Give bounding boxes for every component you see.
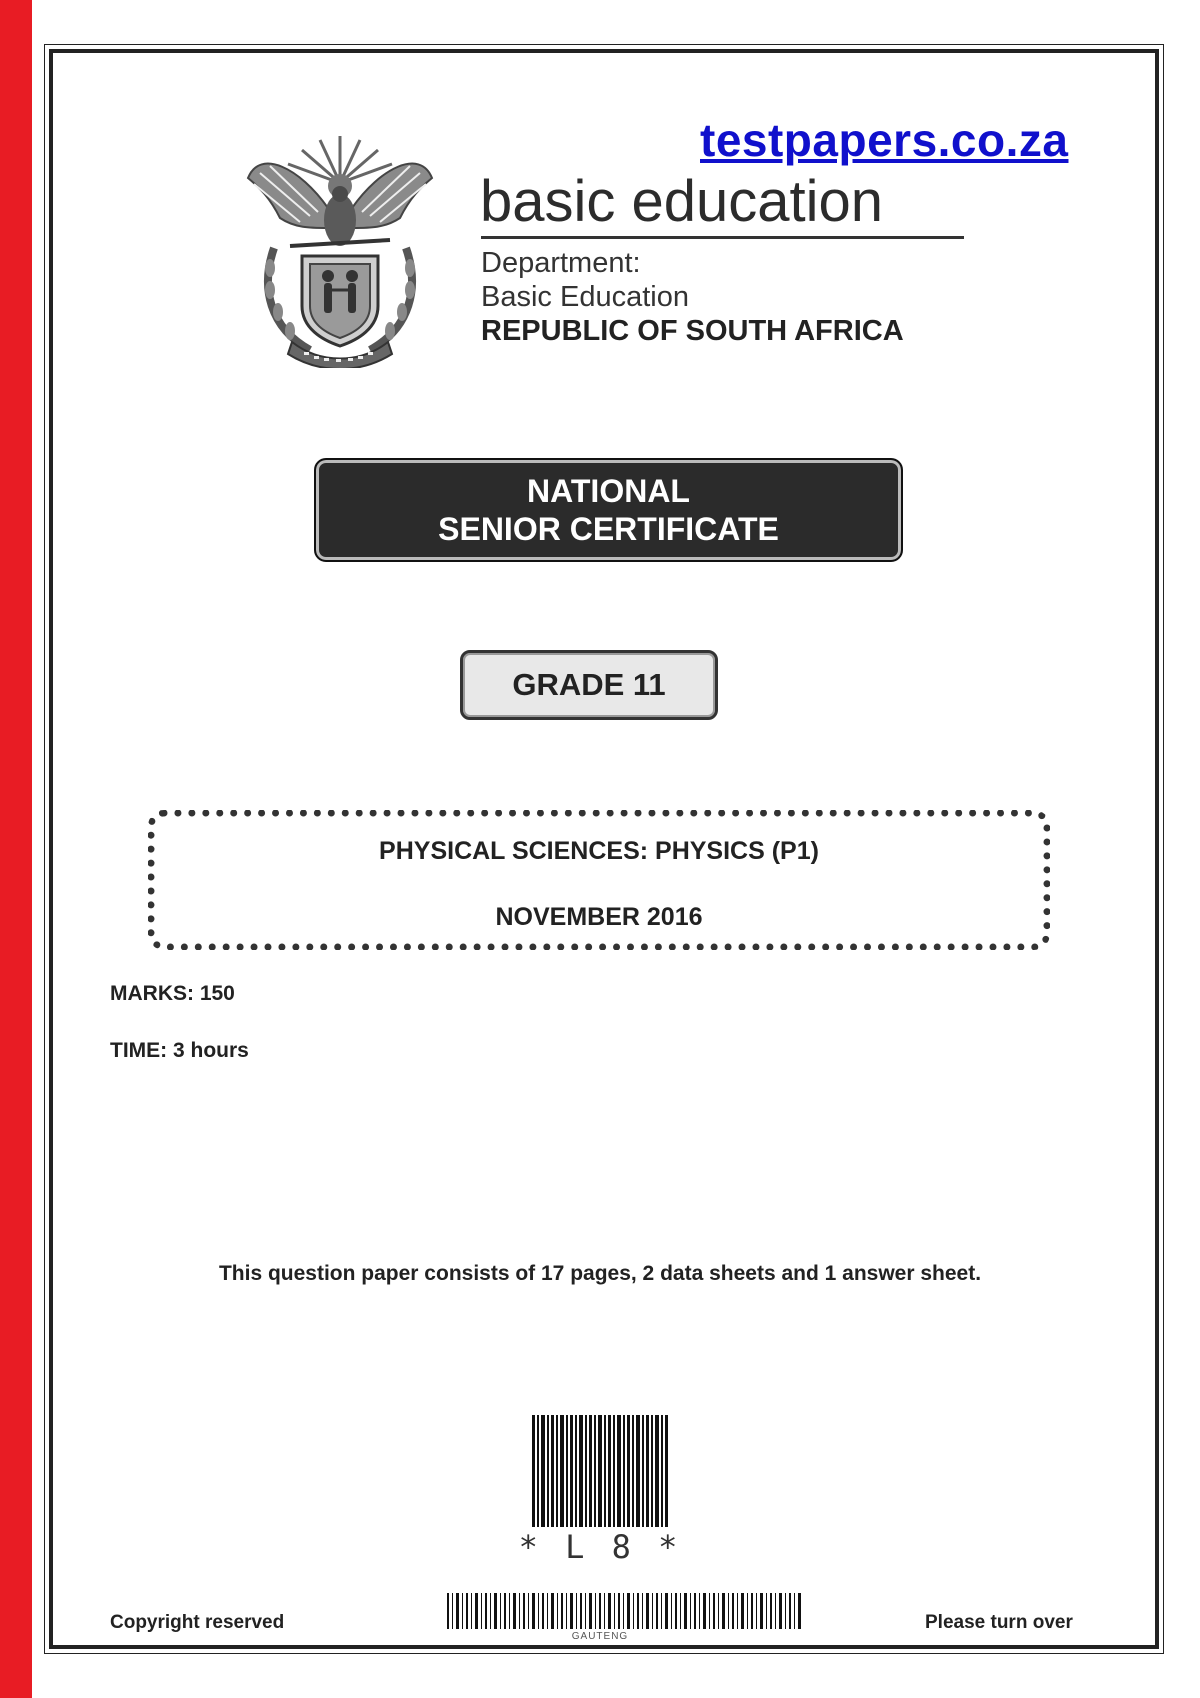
exam-session: NOVEMBER 2016	[495, 903, 703, 931]
subject-title: PHYSICAL SCIENCES: PHYSICS (P1)	[379, 837, 819, 865]
country-name: REPUBLIC OF SOUTH AFRICA	[481, 315, 904, 347]
time-label: TIME: 3 hours	[110, 1039, 249, 1062]
grade-label: GRADE 11	[512, 667, 666, 702]
coat-of-arms-icon	[240, 128, 440, 368]
secondary-barcode-caption: GAUTENG	[571, 1631, 629, 1642]
secondary-barcode	[447, 1593, 803, 1629]
website-link[interactable]: testpapers.co.za	[700, 114, 1069, 166]
red-margin-bar	[0, 0, 32, 1698]
brand-divider	[481, 236, 964, 239]
turn-over-note: Please turn over	[925, 1612, 1073, 1633]
barcode-caption: * L 8 *	[518, 1528, 682, 1566]
page-count-note: This question paper consists of 17 pages, 2 data sheets and 1 answer sheet.	[218, 1262, 982, 1285]
copyright-notice: Copyright reserved	[110, 1612, 285, 1633]
subject-box	[148, 810, 1050, 950]
barcode	[532, 1415, 670, 1527]
grade-box	[460, 650, 718, 720]
marks-label: MARKS: 150	[110, 982, 235, 1005]
certificate-line-1: NATIONAL	[527, 473, 690, 509]
department-name: Basic Education	[481, 281, 689, 313]
certificate-banner	[314, 458, 903, 562]
department-brand: basic education	[480, 169, 884, 234]
department-label: Department:	[481, 247, 641, 279]
certificate-line-2: SENIOR CERTIFICATE	[438, 511, 779, 547]
